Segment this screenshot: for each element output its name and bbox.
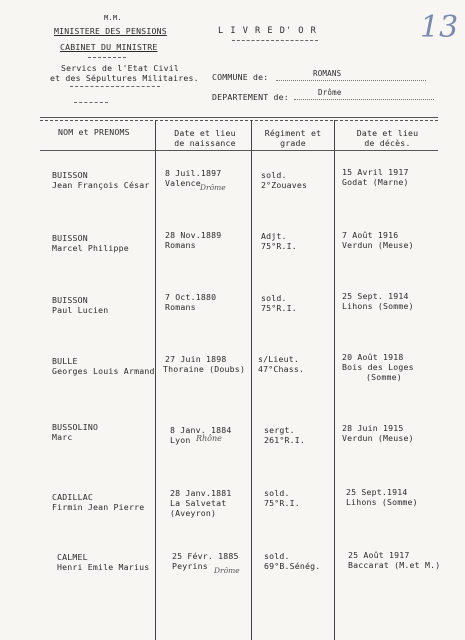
- mm-label: M.M.: [104, 14, 122, 22]
- row-deces-date: 15 Avril 1917: [342, 167, 409, 177]
- row-deces-date: 7 Août 1916: [342, 230, 399, 240]
- row-naissance-lieu: Romans: [165, 302, 196, 312]
- row-deces-lieu: Verdun (Meuse): [342, 433, 414, 443]
- row-deces-lieu: Lihons (Somme): [346, 497, 418, 507]
- row-prenoms: Firmin Jean Pierre: [52, 502, 145, 512]
- row-regiment: 75°R.I.: [264, 498, 300, 508]
- commune-value: ROMANS: [313, 69, 342, 78]
- row-naissance-lieu: La Salvetat: [170, 498, 227, 508]
- row-deces-date: 25 Août 1917: [348, 550, 410, 560]
- row-grade: sold.: [261, 293, 287, 303]
- commune-label: COMMUNE de:: [212, 72, 269, 82]
- row-grade: sold.: [261, 170, 287, 180]
- row-prenoms: Marcel Philippe: [52, 243, 129, 253]
- row-deces-lieu: Verdun (Meuse): [342, 240, 414, 250]
- row-grade: sold.: [264, 488, 290, 498]
- column-divider-3: [334, 120, 335, 640]
- column-header-regiment: Régiment et grade: [264, 128, 322, 148]
- document-title: L I V R E D' O R: [218, 26, 317, 36]
- row-regiment: 261°R.I.: [264, 435, 306, 445]
- table-top-rule-2: [40, 120, 438, 121]
- row-regiment: 69°B.Sénég.: [264, 561, 321, 571]
- column-header-naissance: Date et lieu de naissance: [174, 128, 236, 148]
- service-line-2: et des Sépultures Militaires.: [50, 73, 199, 83]
- row-prenoms: Georges Louis Armand: [52, 366, 155, 376]
- column-divider-1: [155, 120, 156, 640]
- row-deces-date: 25 Sept. 1914: [342, 291, 409, 301]
- departement-value: Drôme: [318, 88, 342, 97]
- row-naissance-date: 25 Févr. 1885: [172, 551, 239, 561]
- departement-line: [294, 99, 434, 100]
- row-regiment: 75°R.I.: [261, 303, 297, 313]
- row-deces-lieu: Bois des Loges: [342, 362, 414, 372]
- row-nom: BULLE: [52, 356, 78, 366]
- row-prenoms: Henri Emile Marius: [57, 562, 150, 572]
- row-naissance-lieu-2: (Aveyron): [170, 508, 217, 518]
- cabinet-heading: CABINET DU MINISTRE: [60, 42, 158, 52]
- row-deces-lieu: Godat (Marne): [342, 177, 409, 187]
- row-naissance-note: Drôme: [214, 566, 240, 575]
- table-top-rule: [40, 117, 438, 118]
- row-naissance-date: 27 Juin 1898: [165, 354, 227, 364]
- service-underline: [70, 86, 160, 87]
- ministry-heading: MINISTERE DES PENSIONS: [54, 26, 167, 36]
- row-deces-lieu: Lihons (Somme): [342, 301, 414, 311]
- row-naissance-lieu: Peyrins: [172, 561, 208, 571]
- service-line-1: Servics de l'Etat Civil: [61, 63, 179, 73]
- row-naissance-note: Drôme: [200, 183, 226, 192]
- row-nom: CALMEL: [57, 552, 88, 562]
- row-regiment: 2°Zouaves: [261, 180, 308, 190]
- row-nom: BUISSON: [52, 233, 88, 243]
- header-bottom-rule: [40, 150, 438, 151]
- row-grade: sergt.: [264, 425, 295, 435]
- column-divider-2: [251, 120, 252, 640]
- row-regiment: 47°Chass.: [258, 364, 305, 374]
- header-divider-small: [74, 102, 108, 103]
- row-grade: Adjt.: [261, 231, 287, 241]
- row-nom: BUISSON: [52, 295, 88, 305]
- page-number: 13: [420, 10, 459, 45]
- row-naissance-lieu: Romans: [165, 240, 196, 250]
- row-grade: sold.: [264, 551, 290, 561]
- commune-line: [276, 80, 426, 81]
- row-prenoms: Paul Lucien: [52, 305, 109, 315]
- row-deces-lieu: Baccarat (M.et M.): [348, 560, 441, 570]
- departement-label: DEPARTEMENT de:: [212, 92, 289, 102]
- row-deces-date: 20 Août 1918: [342, 352, 404, 362]
- column-header-nom: NOM et PRENOMS: [58, 127, 130, 137]
- row-prenoms: Marc: [52, 432, 73, 442]
- row-naissance-date: 28 Janv.1881: [170, 488, 232, 498]
- row-deces-date: 25 Sept.1914: [346, 487, 408, 497]
- row-naissance-lieu: Lyon: [170, 435, 191, 445]
- column-header-deces: Date et lieu de décès.: [356, 128, 419, 148]
- row-naissance-note: Rhône: [196, 434, 222, 443]
- row-naissance-lieu: Thoraine (Doubs): [163, 364, 246, 374]
- row-naissance-date: 8 Janv. 1884: [170, 425, 232, 435]
- row-naissance-date: 8 Juil.1897: [165, 168, 222, 178]
- header-divider-short: [88, 57, 126, 58]
- row-prenoms: Jean François César: [52, 180, 150, 190]
- row-deces-lieu-2: (Somme): [366, 372, 402, 382]
- row-regiment: 75°R.I.: [261, 241, 297, 251]
- row-grade: s/Lieut.: [258, 354, 300, 364]
- row-nom: BUISSON: [52, 170, 88, 180]
- row-deces-date: 28 Juin 1915: [342, 423, 404, 433]
- row-naissance-date: 28 Nov.1889: [165, 230, 222, 240]
- row-naissance-lieu: Valence: [165, 178, 201, 188]
- row-nom: BUSSOLINO: [52, 422, 99, 432]
- row-nom: CADILLAC: [52, 492, 94, 502]
- row-naissance-date: 7 Oct.1880: [165, 292, 217, 302]
- title-underline: [232, 40, 318, 41]
